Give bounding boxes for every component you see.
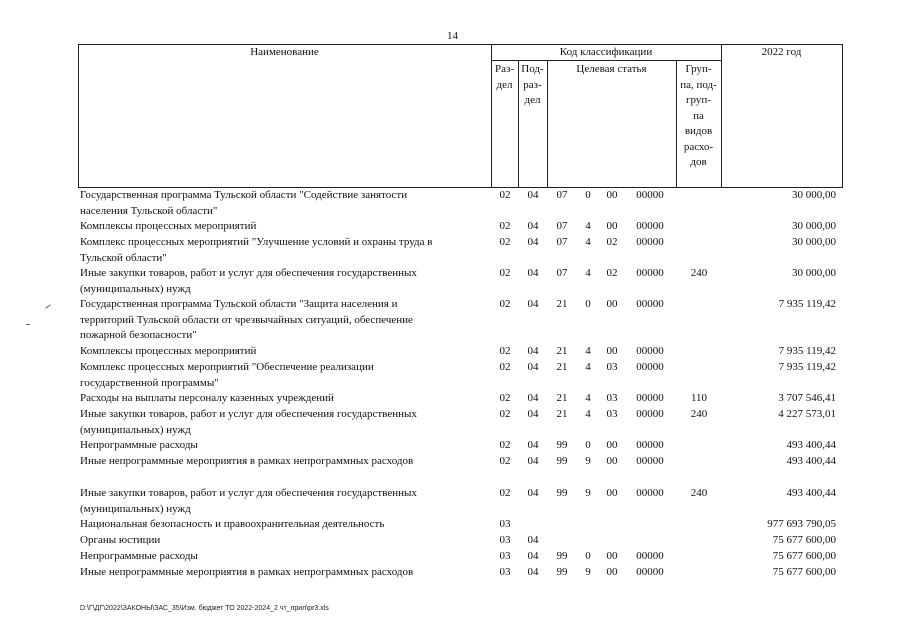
row-name — [80, 188, 485, 219]
amount-cell: 7 935 119,42 — [778, 361, 836, 373]
section-cell: 02 — [499, 236, 511, 248]
amount-cell: 30 000,00 — [792, 220, 836, 232]
target-direction-cell: 00000 — [636, 487, 664, 499]
expense-group-cell: 240 — [690, 267, 708, 279]
target-direction-cell: 00000 — [636, 298, 664, 310]
target-type-cell: 9 — [585, 487, 591, 499]
header-name: Наименование — [250, 46, 319, 58]
target-type-cell: 0 — [585, 189, 591, 201]
target-direction-cell: 00000 — [636, 566, 664, 578]
section-cell: 02 — [499, 455, 511, 467]
row-name-line: Иные закупки товаров, работ и услуг для обеспечения государственных — [80, 267, 417, 279]
header-year: 2022 год — [761, 46, 802, 58]
amount-cell: 7 935 119,42 — [778, 345, 836, 357]
row-name — [80, 344, 485, 360]
row-name — [80, 297, 485, 344]
scan-mark — [45, 304, 50, 308]
row-name — [80, 219, 485, 235]
target-direction-cell: 00000 — [636, 267, 664, 279]
row-name — [80, 438, 485, 454]
section-cell: 02 — [499, 220, 511, 232]
row-name — [80, 266, 485, 297]
section-cell: 02 — [499, 267, 511, 279]
target-direction-cell: 00000 — [636, 439, 664, 451]
target-type-cell: 4 — [585, 267, 591, 279]
target-subprogram-cell: 00 — [606, 298, 618, 310]
subsection-cell: 04 — [527, 550, 539, 562]
target-type-cell: 0 — [585, 439, 591, 451]
target-direction-cell: 00000 — [636, 392, 664, 404]
row-name-line: Расходы на выплаты персоналу казенных учреждений — [80, 392, 334, 404]
target-direction-cell: 00000 — [636, 345, 664, 357]
header-subsection — [518, 62, 547, 109]
section-cell: 03 — [499, 566, 511, 578]
subsection-cell: 04 — [527, 361, 539, 373]
header-divider-group — [721, 44, 722, 188]
section-cell: 02 — [499, 189, 511, 201]
header-group-line: дов — [690, 156, 707, 168]
target-type-cell: 9 — [585, 566, 591, 578]
target-program-cell: 07 — [556, 236, 568, 248]
row-name — [80, 407, 485, 438]
page-number: 14 — [447, 30, 458, 42]
row-name-line: Государственная программа Тульской области "Содействие занятости — [80, 189, 408, 201]
header-subsection-line: Под- — [521, 63, 544, 75]
header-group — [676, 62, 721, 171]
row-name — [80, 360, 485, 391]
target-program-cell: 99 — [556, 566, 568, 578]
row-name-line: Государственная программа Тульской области "Защита населения и — [80, 298, 398, 310]
amount-cell: 4 227 573,01 — [778, 408, 836, 420]
subsection-cell: 04 — [527, 236, 539, 248]
section-cell: 03 — [499, 534, 511, 546]
target-program-cell: 21 — [556, 298, 568, 310]
target-direction-cell: 00000 — [636, 189, 664, 201]
amount-cell: 7 935 119,42 — [778, 298, 836, 310]
target-subprogram-cell: 00 — [606, 566, 618, 578]
target-program-cell: 99 — [556, 455, 568, 467]
subsection-cell: 04 — [527, 345, 539, 357]
target-subprogram-cell: 02 — [606, 267, 618, 279]
header-section-line: дел — [496, 78, 513, 91]
header-code: Код классификации — [559, 46, 653, 58]
target-subprogram-cell: 02 — [606, 236, 618, 248]
target-subprogram-cell: 00 — [606, 345, 618, 357]
target-subprogram-cell: 03 — [606, 361, 618, 373]
row-name-line: (муниципальных) нужд — [80, 423, 191, 436]
header-subsection-line: дел — [524, 94, 541, 106]
row-name-line: (муниципальных) нужд — [80, 282, 191, 295]
header-right-border — [842, 44, 843, 188]
target-type-cell: 9 — [585, 455, 591, 467]
row-name-line: Комплекс процессных мероприятий "Обеспечение реализации — [80, 361, 374, 373]
header-group-line: видов — [684, 125, 713, 137]
target-subprogram-cell: 00 — [606, 550, 618, 562]
subsection-cell: 04 — [527, 534, 539, 546]
amount-cell: 3 707 546,41 — [778, 392, 836, 404]
table-header — [78, 44, 843, 188]
header-group-line: па — [693, 109, 704, 122]
row-name-line: государственной программы" — [80, 376, 219, 389]
subsection-cell: 04 — [527, 392, 539, 404]
section-cell: 02 — [499, 392, 511, 404]
target-type-cell: 4 — [585, 236, 591, 248]
amount-cell: 30 000,00 — [792, 236, 836, 248]
target-direction-cell: 00000 — [636, 236, 664, 248]
target-program-cell: 21 — [556, 345, 568, 357]
row-name — [80, 533, 485, 549]
row-name-line: Иные непрограммные мероприятия в рамках непрограммных расходов — [80, 455, 414, 467]
target-type-cell: 4 — [585, 361, 591, 373]
row-name-line: Комплекс процессных мероприятий "Улучшение условий и охраны труда в — [80, 236, 433, 248]
target-subprogram-cell: 00 — [606, 220, 618, 232]
section-cell: 02 — [499, 361, 511, 373]
row-name — [80, 517, 485, 533]
header-group-line: па, под- — [680, 78, 717, 91]
row-name — [80, 391, 485, 407]
amount-cell: 30 000,00 — [792, 189, 836, 201]
subsection-cell: 04 — [527, 408, 539, 420]
target-type-cell: 4 — [585, 220, 591, 232]
amount-cell: 493 400,44 — [786, 455, 836, 467]
row-name-line: территорий Тульской области от чрезвычайных ситуаций, обеспечение — [80, 313, 413, 326]
section-cell: 02 — [499, 408, 511, 420]
target-program-cell: 07 — [556, 189, 568, 201]
subsection-cell: 04 — [527, 487, 539, 499]
target-direction-cell: 00000 — [636, 550, 664, 562]
header-group-line: груп- — [686, 94, 711, 106]
expense-group-cell: 110 — [690, 392, 708, 404]
section-cell: 03 — [499, 518, 511, 530]
row-name-line: Тульской области" — [80, 251, 167, 264]
target-program-cell: 99 — [556, 439, 568, 451]
header-left-border — [78, 44, 79, 188]
row-name-line: (муниципальных) нужд — [80, 502, 191, 515]
target-type-cell: 4 — [585, 408, 591, 420]
subsection-cell: 04 — [527, 298, 539, 310]
header-divider-subsection — [547, 60, 548, 188]
row-name-line: Комплексы процессных мероприятий — [80, 345, 257, 357]
target-program-cell: 21 — [556, 392, 568, 404]
section-cell: 02 — [499, 345, 511, 357]
subsection-cell: 04 — [527, 267, 539, 279]
expense-group-cell: 240 — [690, 408, 708, 420]
row-name-line: Иные непрограммные мероприятия в рамках непрограммных расходов — [80, 566, 414, 578]
target-program-cell: 07 — [556, 220, 568, 232]
target-direction-cell: 00000 — [636, 220, 664, 232]
subsection-cell: 04 — [527, 566, 539, 578]
target-direction-cell: 00000 — [636, 455, 664, 467]
expense-group-cell: 240 — [690, 487, 708, 499]
amount-cell: 75 677 600,00 — [772, 566, 836, 578]
subsection-cell: 04 — [527, 455, 539, 467]
target-type-cell: 4 — [585, 345, 591, 357]
row-name-line: пожарной безопасности" — [80, 329, 197, 341]
row-name-line: Комплексы процессных мероприятий — [80, 220, 257, 232]
target-type-cell: 0 — [585, 298, 591, 310]
target-type-cell: 4 — [585, 392, 591, 404]
section-cell: 02 — [499, 439, 511, 451]
section-cell: 02 — [499, 298, 511, 310]
row-name — [80, 235, 485, 266]
header-group-line: расхо- — [683, 140, 714, 153]
amount-cell: 30 000,00 — [792, 267, 836, 279]
row-name — [80, 486, 485, 517]
subsection-cell: 04 — [527, 439, 539, 451]
target-program-cell: 99 — [556, 550, 568, 562]
row-name — [80, 549, 485, 565]
target-program-cell: 99 — [556, 487, 568, 499]
target-direction-cell: 00000 — [636, 361, 664, 373]
target-direction-cell: 00000 — [636, 408, 664, 420]
target-program-cell: 21 — [556, 361, 568, 373]
subsection-cell: 04 — [527, 189, 539, 201]
target-subprogram-cell: 03 — [606, 392, 618, 404]
scan-mark — [26, 324, 30, 325]
target-program-cell: 21 — [556, 408, 568, 420]
target-subprogram-cell: 03 — [606, 408, 618, 420]
header-group-line: Груп- — [685, 63, 712, 75]
row-name-line: Непрограммные расходы — [80, 550, 198, 562]
subsection-cell: 04 — [527, 220, 539, 232]
row-name-line: Непрограммные расходы — [80, 439, 198, 451]
row-name-line: Национальная безопасность и правоохранительная деятельность — [80, 518, 385, 530]
header-section-line: Раз- — [494, 63, 514, 75]
target-type-cell: 0 — [585, 550, 591, 562]
amount-cell: 75 677 600,00 — [772, 550, 836, 562]
section-cell: 03 — [499, 550, 511, 562]
row-name — [80, 565, 485, 581]
target-program-cell: 07 — [556, 267, 568, 279]
header-subsection-line: раз- — [523, 78, 542, 91]
header-section — [491, 62, 518, 93]
target-subprogram-cell: 00 — [606, 487, 618, 499]
header-target: Целевая статья — [576, 63, 647, 75]
amount-cell: 493 400,44 — [786, 487, 836, 499]
target-subprogram-cell: 00 — [606, 455, 618, 467]
target-subprogram-cell: 00 — [606, 189, 618, 201]
row-name-line: Иные закупки товаров, работ и услуг для обеспечения государственных — [80, 408, 417, 420]
amount-cell: 493 400,44 — [786, 439, 836, 451]
row-name-line: населения Тульской области" — [80, 204, 218, 217]
amount-cell: 75 677 600,00 — [772, 534, 836, 546]
row-name — [80, 454, 485, 470]
target-subprogram-cell: 00 — [606, 439, 618, 451]
file-path-footer: D:\Г\ДГ\2022\ЗАКОНЫ\ЗАС_35\Изм. бюджет ТО 2022-2024_2 чт_прил\pr3.xls — [80, 605, 329, 612]
row-name-line: Иные закупки товаров, работ и услуг для обеспечения государственных — [80, 487, 417, 499]
row-name-line: Органы юстиции — [80, 534, 161, 546]
amount-cell: 977 693 790,05 — [767, 518, 836, 530]
section-cell: 02 — [499, 487, 511, 499]
